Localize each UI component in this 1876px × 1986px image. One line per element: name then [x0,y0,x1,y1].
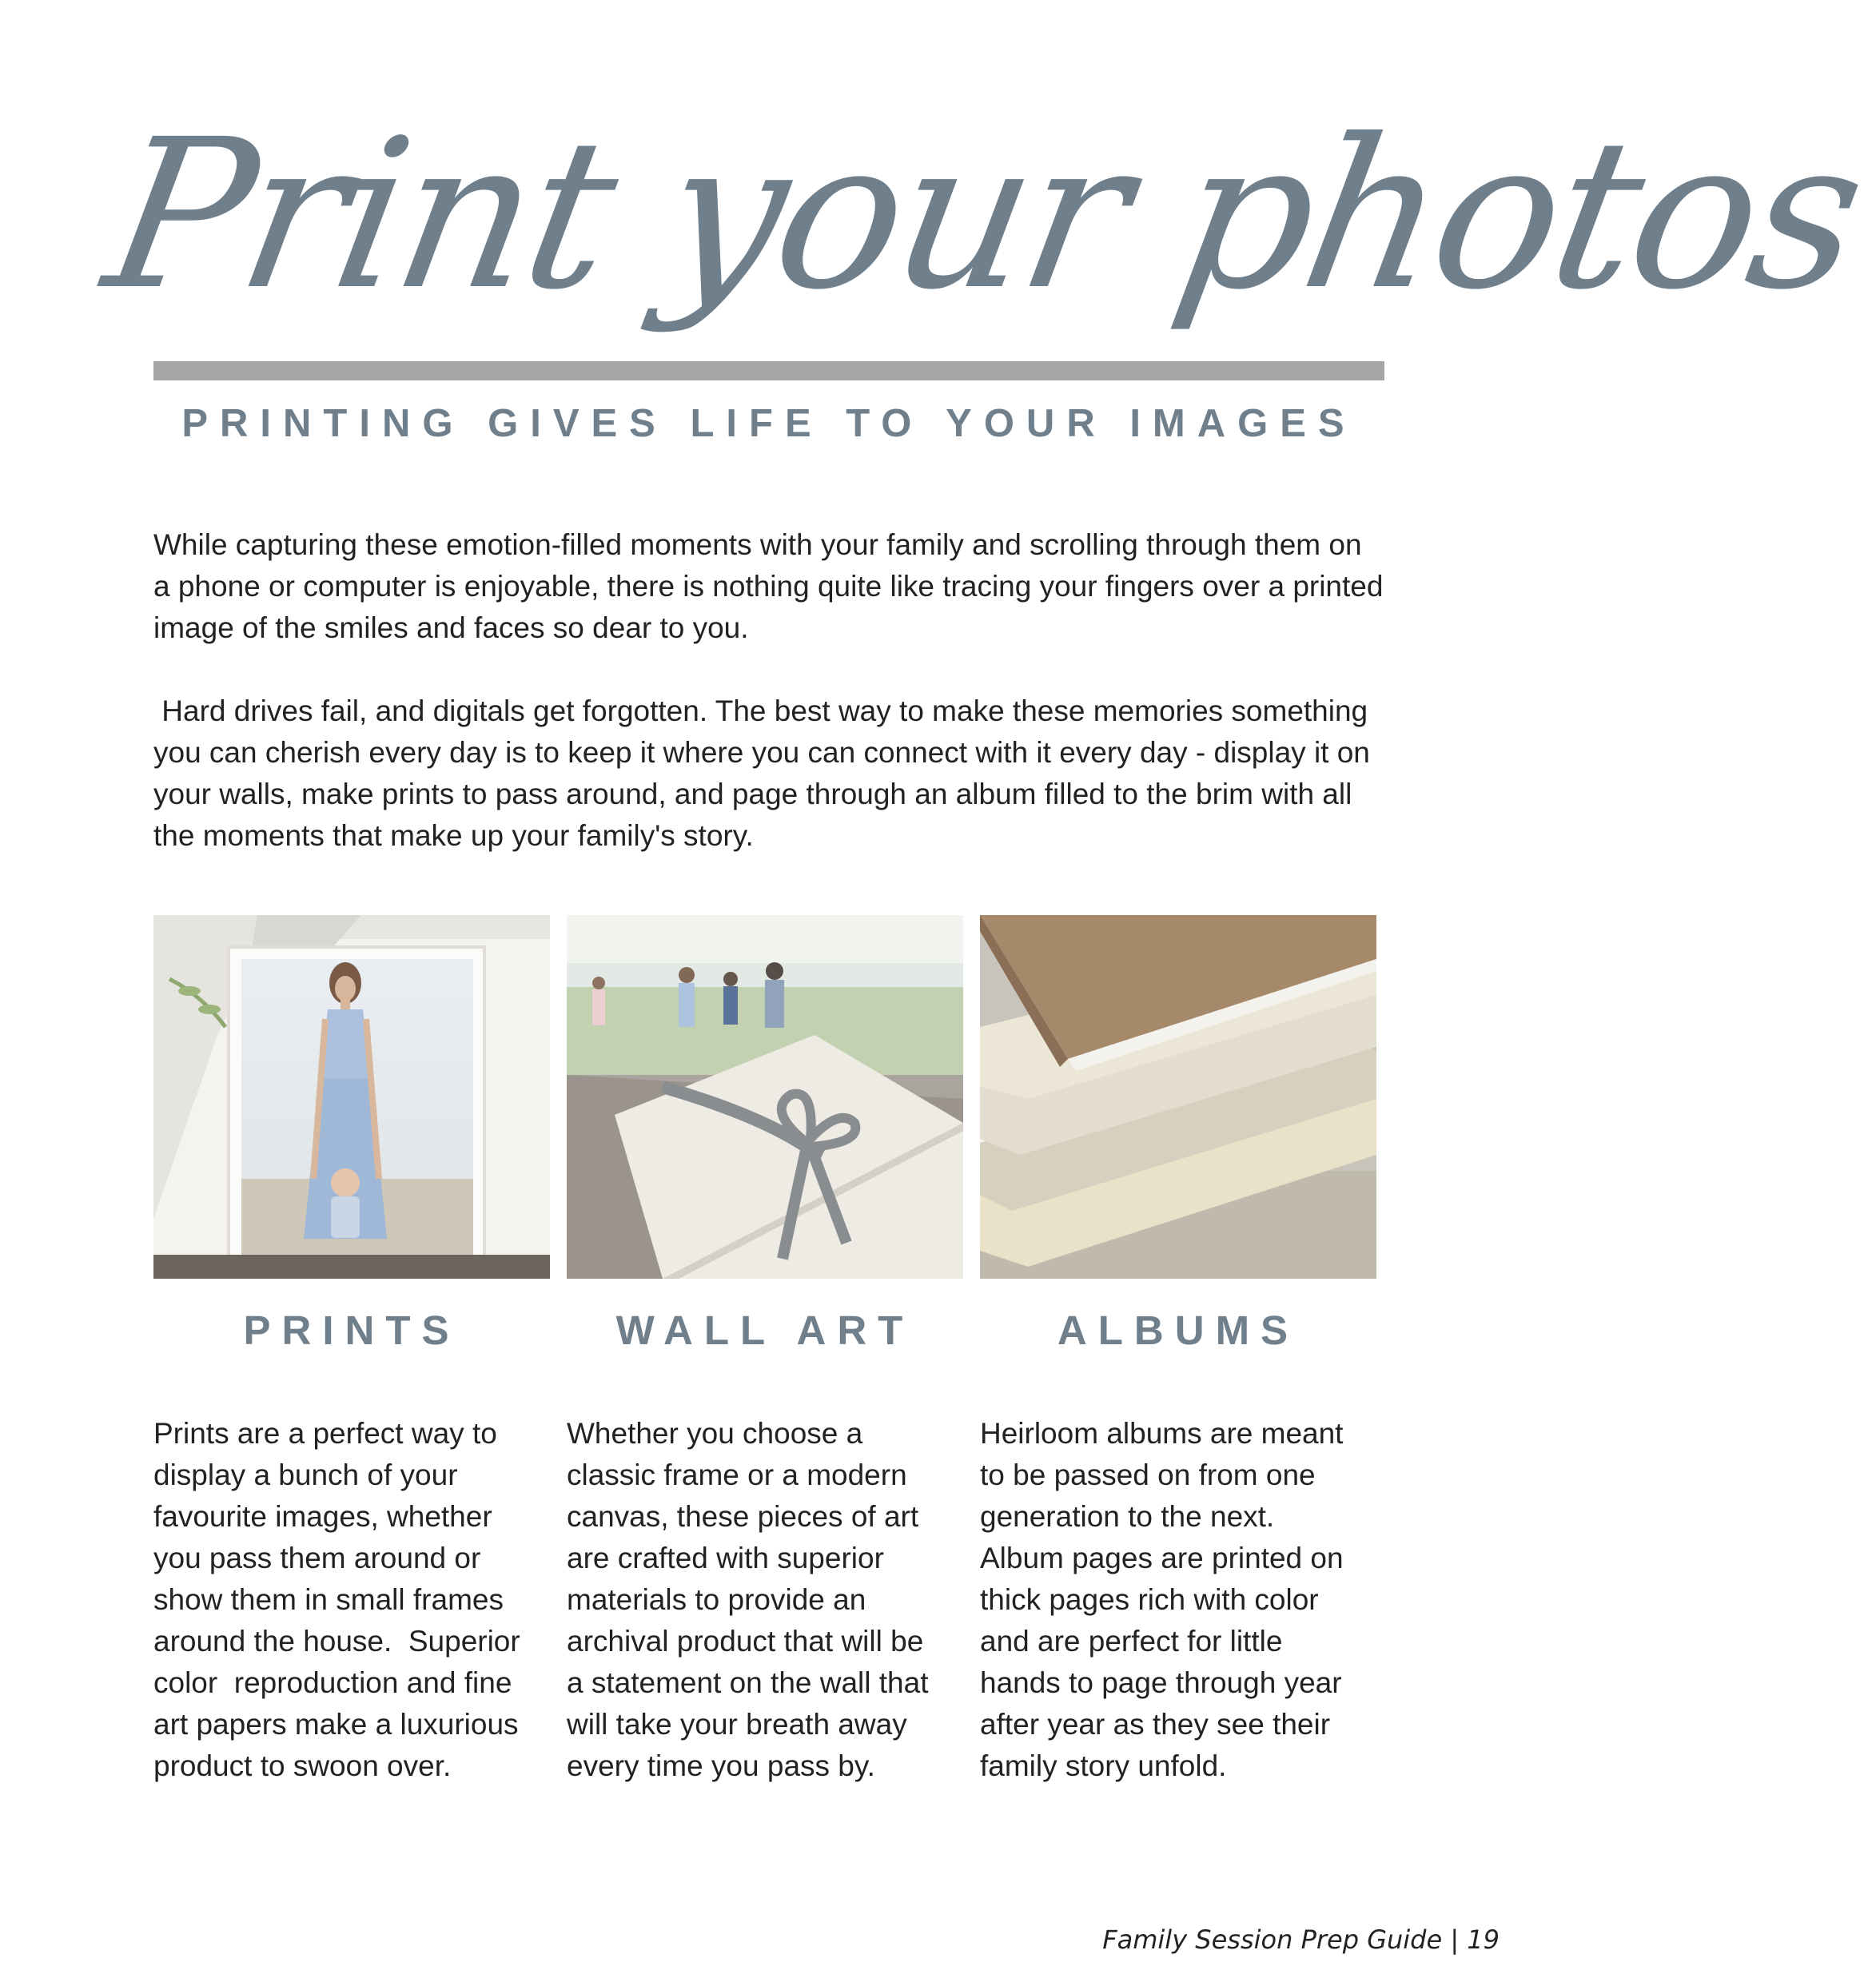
intro-paragraph-2: Hard drives fail, and digitals get forgotten. The best way to make these memories something you can cherish every day is to keep it where you can connect with it every day - display it on your walls, make prints to pass around, and page through an album filled to the brim with all the moments that make up your family's story. [153,695,1379,852]
prints-photo [153,915,550,1279]
text-line: color reproduction and fine [153,1666,512,1699]
title-divider [153,361,1384,380]
text-line: art papers make a luxurious [153,1708,519,1741]
intro-paragraph-1: While capturing these emotion-filled moments with your family and scrolling through them on a phone or computer is enjoyable, there is nothing quite like tracing your fingers over a printed image of the smiles and faces so dear to you. [153,528,1392,644]
page-footer: Family Session Prep Guide | 19 [1102,1924,1500,1955]
text-line: Heirloom albums are meant [980,1417,1344,1450]
text-line: and are perfect for little [980,1625,1283,1658]
text-line: hands to page through year [980,1666,1342,1699]
albums-heading: ALBUMS [1057,1307,1300,1353]
text-line: will take your breath away [567,1708,907,1741]
intro-text [153,524,1392,857]
text-line: Whether you choose a [567,1417,863,1450]
prints-description [153,1413,553,1787]
wall-art-heading: WALL ART [615,1307,914,1353]
text-line: generation to the next. [980,1500,1275,1533]
text-line: you pass them around or [153,1542,481,1574]
text-line: family story unfold. [980,1749,1227,1782]
text-line: Prints are a perfect way to [153,1417,497,1450]
text-line: thick pages rich with color [980,1583,1319,1616]
text-line: display a bunch of your [153,1459,458,1491]
text-line: are crafted with superior [567,1542,884,1574]
text-line: every time you pass by. [567,1749,875,1782]
albums-description [980,1413,1380,1787]
text-line: Album pages are printed on [980,1542,1344,1574]
wall-art-photo [567,915,963,1279]
text-line: show them in small frames [153,1583,504,1616]
text-line: a statement on the wall that [567,1666,929,1699]
text-line: favourite images, whether [153,1500,492,1533]
page-title: Print your photos [91,95,1876,335]
text-line: after year as they see their [980,1708,1331,1741]
text-line: around the house. Superior [153,1625,520,1658]
prints-heading: PRINTS [243,1307,460,1353]
text-line: canvas, these pieces of art [567,1500,919,1533]
text-line: archival product that will be [567,1625,924,1658]
text-line: materials to provide an [567,1583,866,1616]
text-line: product to swoon over. [153,1749,452,1782]
wall-art-description [567,1413,966,1787]
text-line: classic frame or a modern [567,1459,907,1491]
albums-photo [980,915,1376,1279]
page-subtitle: PRINTING GIVES LIFE TO YOUR IMAGES [181,402,1356,445]
text-line: to be passed on from one [980,1459,1316,1491]
